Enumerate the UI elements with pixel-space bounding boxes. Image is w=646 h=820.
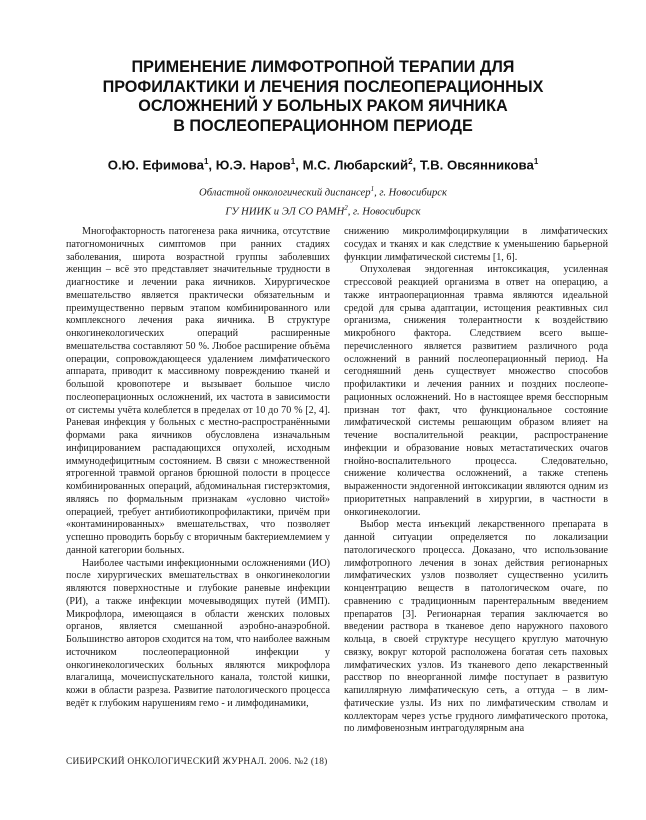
left-column [66, 226, 330, 711]
paragraph: Многофакторность патогенеза рака яичника, отсутствие патогномоничных симптомов при ранних стадиях заболевания, широта возрастной группы заболевших женщин – всё это представляет значительные трудности в диагностике и лечении рака яичников. Хирургическое вмешательство является практически обязательным и преимущественно первым этапом комбинированного или комплексного лечения рака яичника. В структуре онкогинекологических операций расширенные вмешательства составляют 50 %. Любое расширение объёма операции, сопровождающееся удалением лимфатического аппарата, приводит к массивному повреждению тканей и большой кровопотере и вызывает большое число послеоперационных осложнений, их частота в зависимости от системы учёта колеблется в пределах от 10 до 70 % [2, 4]. Раневая инфекция у больных с местно-распространёнными формами рака яичников обусловлена изначальным инфицированием распадающихся опухолей, исходным иммунодефицитным состоянием. В связи с множественной ятрогенной травмой органов брюшной полости в процессе комбинированных операций, абдоминальная гистерэктомия, являясь по формальным признакам «условно чистой» операцией, требует антибиотикопрофилактики, причём при «контаминированных» вмешательствах, что позволяет успешно проводить борьбу с вторичным бактериемлемием у данной категории больных. [66, 226, 330, 556]
author-affiliation-mark: 1 [203, 157, 209, 166]
article-title [60, 58, 586, 136]
affiliation-city: , г. Новосибирск [347, 206, 421, 218]
author-separator: , [412, 157, 420, 173]
author-affiliation-mark: 1 [290, 157, 296, 166]
author-name: Т.В. Овсянникова [419, 157, 534, 173]
title-line: В ПОСЛЕОПЕРАЦИОННОМ ПЕРИОДЕ [173, 116, 473, 135]
paragraph: Наиболее частыми инфекционными осложнениями (ИО) после хирургических вмешательствах в онкогинекологии являются поверхностные и глубокие раневые инфекции (РИ), а также инфекции мочевыводящих путей (ИМП). Микрофлора, имеющаяся в области женских половых органов, является смешанной аэробно-анаэробной. Большинство авторов сходится на том, что наиболее важным источником послеоперационной инфекции у онкогинекологических больных являются микрофлора влагалища, мочеиспускательного канала, толстой кишки, кожи в области разреза. Развитие патологического процесса ведёт к глубоким нарушениям гемо - и лимфодинамики, [66, 557, 330, 709]
title-line: ПРИМЕНЕНИЕ ЛИМФОТРОПНОЙ ТЕРАПИИ ДЛЯ [131, 58, 515, 76]
affiliation-mark: 2 [344, 203, 348, 212]
affiliation-mark: 1 [370, 185, 375, 193]
paragraph-continued: снижению микролимфоциркуляции в лимфатических сосудах и тканях и как следствие к уменьшению барьерной функции лимфатической системы [1, 6]. [344, 226, 608, 263]
paragraph: Опухолевая эндогенная интоксикация, усиленная стрессовой реакцией организма в ответ на операцию, а также интраоперационная травма являются идеальной средой для срыва адаптации, истощения реактивных сил организма, снижения толерантности к воздействию микробного фактора. Следствием всего вышеперечисленного является развитием различного рода осложнений в ранний послеоперационный период. На сегодняшний день существует множество способов профилактики и лечения ранних и поздних послеоперационных осложнений. Но в настоящее время бесспорным признан тот факт, что функциональное состояние лимфатической системы решающим образом влияет на течение воспалительной реакции, распространение инфекции и образование новых метастатических очагов гнойно-воспалительного процесса. Следовательно, снижение количества осложнений, а также степень выраженности эндогенной интоксикации являются одним из приоритетных направлений в хирургии, в частности в онкогинекологии. [344, 264, 608, 518]
paragraph: Выбор места инъекций лекарственного препарата в данной ситуации определяется по локализации патологического процесса. Доказано, что использование лимфотропного лечения в зонах действия регионарных лимфатических узлов позволяет существенно усилить концентрацию веществ в патологическом очаге, по сравнению с традиционным парентеральным введением препаратов [3]. Регионарная терапия заключается во введении раствора в тканевое депо наружного пахового кольца, в своей структуре несущего круглую маточную связку, вокруг которой расположена богатая сеть паховых лимфатических узлов. Из тканевого депо лекарственный расствор по внеорганной лимфе поступает в развитую капиллярную лимфатическую сеть, а оттуда – в лимфатические узлы. Из них по лимфатическим стволам и коллекторам через устье грудного лимфатического протока, по лимфовенозным интрагодулярным ана [344, 519, 608, 735]
right-column [344, 226, 608, 736]
author-affiliation-mark: 1 [533, 157, 539, 166]
author-name: М.С. Любарский [302, 157, 409, 173]
author-separator: , [295, 157, 303, 173]
authors-line [40, 154, 606, 173]
journal-footer: СИБИРСКИЙ ОНКОЛОГИЧЕСКИЙ ЖУРНАЛ. 2006. №2 (18) [66, 757, 328, 767]
author-separator: , [208, 157, 216, 173]
affiliation-city: , г. Новосибирск [374, 187, 447, 199]
title-line: ПРОФИЛАКТИКИ И ЛЕЧЕНИЯ ПОСЛЕОПЕРАЦИОННЫХ [102, 77, 544, 96]
affiliation-text: ГУ НИИК и ЭЛ СО РАМН [225, 206, 345, 218]
affiliations [40, 182, 606, 219]
affiliation-line [40, 201, 606, 220]
author-name: О.Ю. Ефимова [107, 157, 204, 173]
title-line: ОСЛОЖНЕНИЙ У БОЛЬНЫХ РАКОМ ЯИЧНИКА [138, 97, 508, 115]
affiliation-line [40, 182, 606, 201]
author-name: Ю.Э. Наров [215, 157, 291, 173]
author-affiliation-mark: 2 [408, 157, 413, 166]
affiliation-text: Областной онкологический диспансер [199, 187, 371, 199]
